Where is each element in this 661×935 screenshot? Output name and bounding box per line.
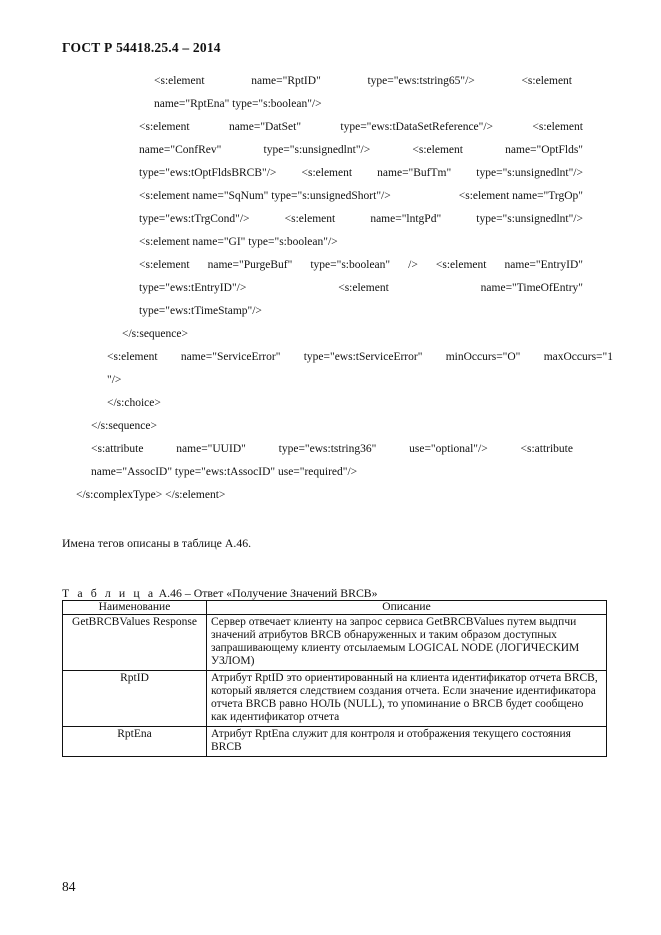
code-line: "/> <box>107 374 122 386</box>
code-token: <s:element <box>301 167 353 179</box>
code-token: type="ews:tTrgCond"/> <box>139 213 250 225</box>
code-line: name="RptEna" type="s:boolean"/> <box>154 98 322 110</box>
code-token: <s:element <box>154 75 205 87</box>
code-token: /> <box>408 259 418 271</box>
code-token: minOccurs="O" <box>445 351 521 363</box>
page-number: 84 <box>62 879 76 894</box>
column-header-description: Описание <box>207 601 607 615</box>
code-line <box>139 258 583 272</box>
code-token: <s:element <box>284 213 336 225</box>
row-description-cell: Атрибут RptID это ориентированный на клиента идентификатор отчета BRCB, который является следствием создания отчета. Если значение идентификатора отчета BRCB равно НОЛЬ (NULL), то упоминание о BRCB будет сообщено как идентификатор отчета <box>207 671 607 727</box>
code-line: </s:complexType> </s:element> <box>76 489 226 501</box>
code-token: type="ews:tstring65"/> <box>367 75 475 87</box>
table-caption <box>62 586 378 601</box>
code-line: name="AssocID" type="ews:tAssocID" use="required"/> <box>91 466 358 478</box>
table-row <box>63 671 607 727</box>
code-token: type="ews:tServiceError" <box>303 351 423 363</box>
code-token: type="s:unsignedlnt"/> <box>476 213 583 225</box>
code-token: <s:element <box>532 121 583 133</box>
code-line <box>91 442 573 456</box>
row-description-cell: Сервер отвечает клиенту на запрос сервиса GetBRCBValues путем выдпчи значений атрибутов BRCB обнаруженных и таким образом доступных запрашивающему клиенту отсылаемым LOGICAL NODE (ЛОГИЧЕСКИМ УЗЛОМ) <box>207 615 607 671</box>
code-line: </s:choice> <box>107 397 161 409</box>
code-line <box>139 189 583 203</box>
code-token: maxOccurs="1 <box>543 351 613 363</box>
code-token: name="ServiceError" <box>180 351 281 363</box>
code-token: type="ews:tstring36" <box>278 443 377 455</box>
code-token: <s:element <box>139 121 190 133</box>
code-token: type="ews:tOptFldsBRCB"/> <box>139 167 277 179</box>
code-token: name="TimeOfEntry" <box>480 282 583 294</box>
code-token: type="ews:tEntryID"/> <box>139 282 247 294</box>
code-line <box>154 74 572 88</box>
code-line: </s:sequence> <box>91 420 157 432</box>
code-token: name="OptFlds" <box>505 144 583 156</box>
row-description-cell: Атрибут RptEna служит для контроля и отображения текущего состояния BRCB <box>207 727 607 757</box>
code-line <box>107 350 613 364</box>
code-line <box>139 120 583 134</box>
code-token: name="RptID" <box>251 75 321 87</box>
code-token: name="DatSet" <box>228 121 302 133</box>
tag-description-table <box>62 600 607 757</box>
table-row <box>63 615 607 671</box>
table-row <box>63 727 607 757</box>
code-token: name="PurgeBuf" <box>207 259 293 271</box>
code-token: name="BufTm" <box>377 167 452 179</box>
code-token: name="UUID" <box>176 443 246 455</box>
intro-paragraph: Имена тегов описаны в таблице А.46. <box>62 536 252 550</box>
code-token: <s:element name="TrgOp" <box>458 190 583 202</box>
code-line <box>139 166 583 180</box>
document-header: ГОСТ Р 54418.25.4 – 2014 <box>62 40 221 55</box>
code-token: <s:element <box>435 259 487 271</box>
code-token: <s:element <box>338 282 389 294</box>
code-token: <s:element <box>521 75 572 87</box>
code-token: type="ews:tDataSetReference"/> <box>340 121 494 133</box>
code-token: <s:attribute <box>91 443 144 455</box>
code-line: type="ews:tTimeStamp"/> <box>139 305 262 317</box>
code-token: type="s:boolean" <box>310 259 391 271</box>
column-header-name: Наименование <box>63 601 207 615</box>
code-token: <s:element name="SqNum" type="s:unsignedShort"/> <box>139 190 391 202</box>
code-token: name="EntryID" <box>504 259 583 271</box>
row-name-cell: RptEna <box>63 727 207 757</box>
code-line <box>139 281 583 295</box>
code-line <box>139 143 583 157</box>
code-token: <s:attribute <box>520 443 573 455</box>
row-name-cell: GetBRCBValues Response <box>63 615 207 671</box>
code-token: <s:element <box>139 259 190 271</box>
row-name-cell: RptID <box>63 671 207 727</box>
table-caption-text: А.46 – Ответ «Получение Значений BRCB» <box>155 586 378 600</box>
code-token: name="lntgPd" <box>370 213 442 225</box>
table-caption-label: Т а б л и ц а <box>62 586 156 600</box>
code-token: use="optional"/> <box>409 443 488 455</box>
table-header-row <box>63 601 607 615</box>
code-token: type="s:unsignedlnt"/> <box>476 167 583 179</box>
code-token: name="ConfRev" <box>139 144 222 156</box>
code-line: <s:element name="GI" type="s:boolean"/> <box>139 236 338 248</box>
code-token: <s:element <box>412 144 463 156</box>
code-line <box>139 212 583 226</box>
code-line: </s:sequence> <box>122 328 188 340</box>
code-token: type="s:unsignedlnt"/> <box>263 144 371 156</box>
code-token: <s:element <box>107 351 158 363</box>
